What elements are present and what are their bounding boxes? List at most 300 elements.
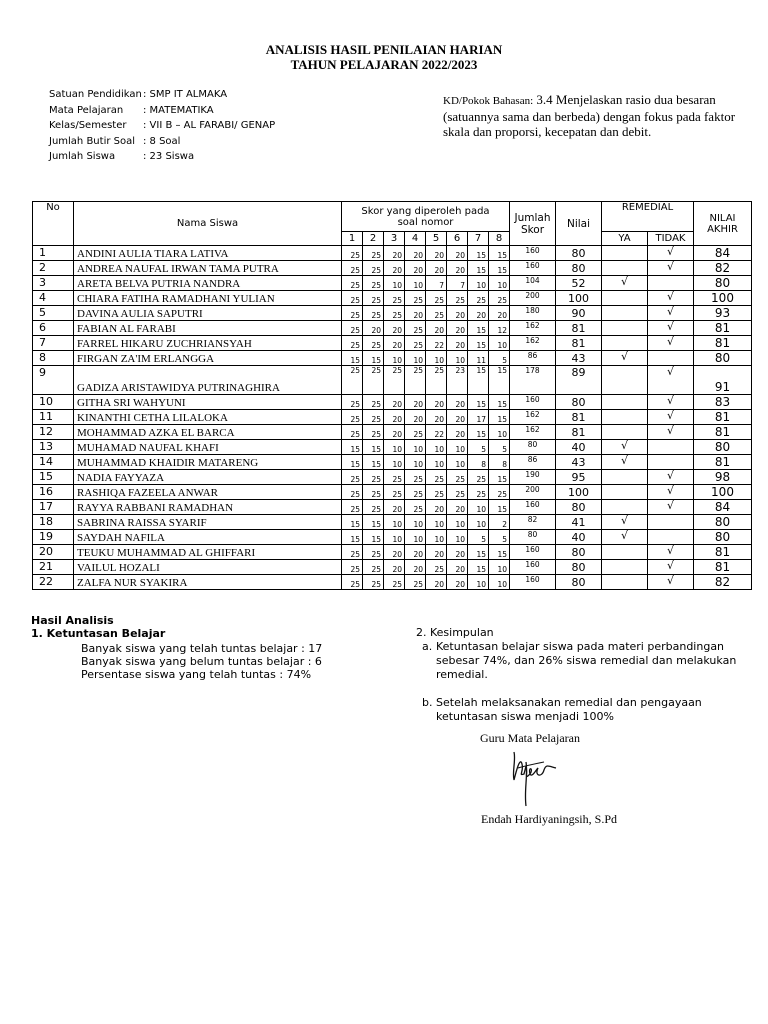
report-year: TAHUN PELAJARAN 2022/2023 (290, 57, 478, 72)
student-name: ANDINI AULIA TIARA LATIVA (74, 246, 342, 261)
total-score: 86 (510, 351, 556, 366)
total-score: 104 (510, 276, 556, 291)
score-cell: 10 (405, 455, 426, 470)
nilai-akhir-cell: 81 (694, 336, 752, 351)
total-score: 160 (510, 545, 556, 560)
nilai-akhir-cell: 93 (694, 306, 752, 321)
score-cell: 10 (426, 455, 447, 470)
score-cell: 10 (468, 276, 489, 291)
total-score: 160 (510, 246, 556, 261)
score-cell: 20 (405, 246, 426, 261)
score-cell: 15 (468, 560, 489, 575)
nilai-cell: 89 (556, 366, 602, 395)
score-cell: 25 (342, 366, 363, 395)
total-score: 82 (510, 515, 556, 530)
nilai-cell: 80 (556, 261, 602, 276)
remedial-tidak-cell (648, 485, 694, 500)
score-cell: 25 (426, 470, 447, 485)
conclusion-heading: 2. Kesimpulan (416, 626, 494, 639)
score-cell: 10 (384, 455, 405, 470)
table-row (33, 261, 752, 276)
remedial-tidak-cell (648, 410, 694, 425)
total-score: 86 (510, 455, 556, 470)
info-value: : 8 Soal (143, 135, 181, 147)
score-cell: 25 (384, 291, 405, 306)
score-cell: 20 (384, 560, 405, 575)
nilai-akhir-cell: 84 (694, 500, 752, 515)
nilai-cell: 80 (556, 395, 602, 410)
remedial-ya-cell (602, 455, 648, 470)
check-mark-icon: √ (666, 320, 674, 333)
soal-number: 3 (384, 232, 405, 246)
nilai-cell: 43 (556, 351, 602, 366)
score-cell: 10 (447, 440, 468, 455)
total-score: 178 (510, 366, 556, 395)
score-cell: 10 (426, 351, 447, 366)
student-no: 11 (33, 410, 74, 425)
remedial-tidak-cell (648, 246, 694, 261)
table-row (33, 351, 752, 366)
total-score: 80 (510, 440, 556, 455)
score-cell: 20 (468, 306, 489, 321)
score-cell: 25 (363, 306, 384, 321)
student-no: 18 (33, 515, 74, 530)
remedial-ya-cell (602, 575, 648, 590)
score-cell: 12 (489, 321, 510, 336)
score-cell: 20 (447, 321, 468, 336)
table-row (33, 500, 752, 515)
nilai-cell: 43 (556, 455, 602, 470)
score-cell: 25 (405, 366, 426, 395)
score-cell: 25 (447, 291, 468, 306)
table-row (33, 410, 752, 425)
score-cell: 10 (384, 351, 405, 366)
score-cell: 25 (342, 485, 363, 500)
score-cell: 20 (447, 261, 468, 276)
score-cell: 15 (489, 246, 510, 261)
score-cell: 20 (384, 261, 405, 276)
remedial-tidak-cell (648, 455, 694, 470)
info-row (49, 87, 275, 103)
score-cell: 8 (468, 455, 489, 470)
score-cell: 10 (405, 440, 426, 455)
score-cell: 15 (363, 440, 384, 455)
conclusion-item-a: a. Ketuntasan belajar siswa pada materi perbandingan sebesar 74%, dan 26% siswa remedial dan melakukan remedial. (422, 640, 737, 681)
score-cell: 10 (468, 515, 489, 530)
check-mark-icon: √ (620, 350, 628, 363)
remedial-ya-cell (602, 246, 648, 261)
analysis-heading: Hasil Analisis (31, 614, 114, 627)
score-cell: 25 (342, 500, 363, 515)
remedial-tidak-cell (648, 575, 694, 590)
student-name: SABRINA RAISSA SYARIF (74, 515, 342, 530)
info-value: : VII B – AL FARABI/ GENAP (143, 120, 276, 131)
info-value: : SMP IT ALMAKA (143, 89, 228, 100)
check-mark-icon: √ (666, 245, 674, 258)
remedial-ya-cell (602, 500, 648, 515)
score-cell: 10 (447, 351, 468, 366)
table-row (33, 455, 752, 470)
score-cell: 25 (405, 470, 426, 485)
score-cell: 25 (342, 545, 363, 560)
student-no: 3 (33, 276, 74, 291)
score-cell: 15 (489, 261, 510, 276)
analysis-item: Banyak siswa yang telah tuntas belajar : 17 (81, 642, 323, 655)
student-name: ANDREA NAUFAL IRWAN TAMA PUTRA (74, 261, 342, 276)
score-cell: 10 (384, 276, 405, 291)
check-mark-icon: √ (666, 409, 674, 422)
score-cell: 20 (405, 560, 426, 575)
score-cell: 20 (384, 336, 405, 351)
total-score: 160 (510, 575, 556, 590)
score-cell: 5 (468, 530, 489, 545)
score-cell: 25 (363, 425, 384, 440)
table-row (33, 440, 752, 455)
score-cell: 20 (447, 336, 468, 351)
nilai-cell: 95 (556, 470, 602, 485)
check-mark-icon: √ (666, 544, 674, 557)
remedial-tidak-cell (648, 425, 694, 440)
score-cell: 10 (384, 515, 405, 530)
total-score: 162 (510, 336, 556, 351)
table-row (33, 425, 752, 440)
score-cell: 20 (447, 560, 468, 575)
score-cell: 20 (384, 410, 405, 425)
student-name: RAYYA RABBANI RAMADHAN (74, 500, 342, 515)
nilai-cell: 52 (556, 276, 602, 291)
score-cell: 15 (489, 470, 510, 485)
score-cell: 15 (489, 395, 510, 410)
student-no: 20 (33, 545, 74, 560)
remedial-tidak-cell (648, 530, 694, 545)
analysis-item: Persentase siswa yang telah tuntas : 74% (81, 668, 312, 681)
score-cell: 20 (426, 575, 447, 590)
remedial-tidak-cell (648, 321, 694, 336)
total-score: 180 (510, 306, 556, 321)
check-mark-icon: √ (666, 305, 674, 318)
student-no: 21 (33, 560, 74, 575)
remedial-ya-cell (602, 530, 648, 545)
student-name: FIRGAN ZA'IM ERLANGGA (74, 351, 342, 366)
nilai-cell: 41 (556, 515, 602, 530)
score-cell: 15 (363, 530, 384, 545)
score-cell: 25 (384, 366, 405, 395)
nilai-akhir-cell: 80 (694, 351, 752, 366)
score-cell: 20 (405, 545, 426, 560)
info-row (49, 118, 275, 134)
nilai-cell: 81 (556, 321, 602, 336)
student-name: KINANTHI CETHA LILALOKA (74, 410, 342, 425)
remedial-ya-cell (602, 515, 648, 530)
score-cell: 10 (468, 575, 489, 590)
score-cell: 20 (384, 425, 405, 440)
total-score: 200 (510, 485, 556, 500)
score-cell: 15 (489, 410, 510, 425)
student-name: MUHAMAD NAUFAL KHAFI (74, 440, 342, 455)
total-score: 80 (510, 530, 556, 545)
col-no: No (33, 202, 74, 246)
col-nilai: Nilai (556, 202, 602, 246)
check-mark-icon: √ (666, 290, 674, 303)
score-cell: 20 (447, 500, 468, 515)
score-cell: 25 (426, 366, 447, 395)
kd-text: 3.4 Menjelaskan rasio dua besaran (satuannya sama dan berbeda) dengan fokus pada faktor skala dan proporsi, kecepatan dan debit. (443, 92, 736, 139)
check-mark-icon: √ (666, 365, 674, 378)
score-cell: 2 (489, 515, 510, 530)
score-cell: 20 (405, 395, 426, 410)
analysis-section (31, 614, 322, 681)
score-cell: 25 (468, 470, 489, 485)
score-cell: 20 (447, 575, 468, 590)
remedial-ya-cell (602, 276, 648, 291)
nilai-akhir-cell: 81 (694, 410, 752, 425)
check-mark-icon: √ (666, 469, 674, 482)
score-cell: 15 (468, 246, 489, 261)
score-table (32, 201, 752, 590)
score-cell: 20 (489, 306, 510, 321)
nilai-akhir-cell: 80 (694, 515, 752, 530)
student-no: 22 (33, 575, 74, 590)
nilai-cell: 81 (556, 336, 602, 351)
nilai-akhir-cell: 81 (694, 455, 752, 470)
score-cell: 25 (405, 485, 426, 500)
teacher-name: Endah Hardiyaningsih, S.Pd (481, 812, 617, 826)
check-mark-icon: √ (666, 574, 674, 587)
score-cell: 15 (468, 545, 489, 560)
col-skor: Skor yang diperoleh pada soal nomor (342, 202, 510, 232)
score-cell: 25 (405, 336, 426, 351)
remedial-ya-cell (602, 366, 648, 395)
student-name: FABIAN AL FARABI (74, 321, 342, 336)
kd-section (443, 92, 743, 139)
remedial-ya-cell (602, 470, 648, 485)
nilai-cell: 80 (556, 560, 602, 575)
analysis-item: Banyak siswa yang belum tuntas belajar : 6 (81, 655, 322, 668)
remedial-ya-cell (602, 336, 648, 351)
score-cell: 25 (342, 276, 363, 291)
student-no: 14 (33, 455, 74, 470)
nilai-cell: 80 (556, 545, 602, 560)
remedial-ya-cell (602, 410, 648, 425)
remedial-tidak-cell (648, 351, 694, 366)
table-row (33, 560, 752, 575)
score-cell: 20 (384, 545, 405, 560)
score-cell: 10 (489, 560, 510, 575)
score-cell: 20 (405, 410, 426, 425)
score-cell: 25 (342, 336, 363, 351)
remedial-ya-cell (602, 321, 648, 336)
score-cell: 10 (405, 530, 426, 545)
remedial-tidak-cell (648, 336, 694, 351)
score-cell: 25 (363, 470, 384, 485)
col-nilai-akhir: NILAI AKHIR (694, 202, 752, 246)
score-cell: 25 (342, 395, 363, 410)
score-cell: 15 (468, 336, 489, 351)
remedial-tidak-cell (648, 515, 694, 530)
score-cell: 7 (447, 276, 468, 291)
remedial-tidak-cell (648, 261, 694, 276)
total-score: 160 (510, 395, 556, 410)
score-cell: 10 (489, 336, 510, 351)
school-info (49, 87, 275, 165)
score-cell: 25 (363, 545, 384, 560)
remedial-ya-cell (602, 545, 648, 560)
remedial-tidak-cell (648, 306, 694, 321)
student-name: RASHIQA FAZEELA ANWAR (74, 485, 342, 500)
student-no: 13 (33, 440, 74, 455)
remedial-ya-cell (602, 440, 648, 455)
score-cell: 15 (342, 515, 363, 530)
score-cell: 20 (426, 321, 447, 336)
score-cell: 25 (363, 500, 384, 515)
total-score: 200 (510, 291, 556, 306)
info-label: Kelas/Semester (49, 120, 127, 131)
score-cell: 20 (384, 500, 405, 515)
table-row (33, 485, 752, 500)
check-mark-icon: √ (666, 260, 674, 273)
check-mark-icon: √ (620, 529, 628, 542)
nilai-cell: 81 (556, 410, 602, 425)
nilai-akhir-cell: 100 (694, 291, 752, 306)
info-row (49, 149, 275, 165)
score-cell: 15 (489, 366, 510, 395)
check-mark-icon: √ (666, 335, 674, 348)
col-nama: Nama Siswa (74, 202, 342, 246)
score-cell: 25 (342, 560, 363, 575)
score-cell: 10 (384, 440, 405, 455)
nilai-akhir-cell: 80 (694, 530, 752, 545)
score-cell: 20 (447, 410, 468, 425)
student-name: NADIA FAYYAZA (74, 470, 342, 485)
score-cell: 25 (405, 575, 426, 590)
table-row (33, 246, 752, 261)
score-cell: 10 (405, 351, 426, 366)
score-cell: 20 (405, 261, 426, 276)
student-name: ZALFA NUR SYAKIRA (74, 575, 342, 590)
score-cell: 25 (405, 291, 426, 306)
teacher-role: Guru Mata Pelajaran (480, 731, 580, 745)
student-name: SAYDAH NAFILA (74, 530, 342, 545)
score-cell: 25 (447, 485, 468, 500)
score-cell: 15 (342, 530, 363, 545)
remedial-ya-cell (602, 395, 648, 410)
score-cell: 15 (489, 545, 510, 560)
score-cell: 11 (468, 351, 489, 366)
score-cell: 25 (342, 246, 363, 261)
score-cell: 20 (426, 246, 447, 261)
score-cell: 5 (489, 351, 510, 366)
remedial-tidak-cell (648, 545, 694, 560)
score-cell: 25 (426, 306, 447, 321)
table-row (33, 395, 752, 410)
score-cell: 5 (489, 440, 510, 455)
score-cell: 25 (363, 246, 384, 261)
table-row (33, 366, 752, 395)
nilai-akhir-cell: 81 (694, 545, 752, 560)
info-label: Jumlah Siswa (49, 151, 116, 162)
score-cell: 25 (363, 575, 384, 590)
score-cell: 25 (468, 485, 489, 500)
soal-number: 8 (489, 232, 510, 246)
score-cell: 10 (426, 515, 447, 530)
score-cell: 10 (489, 425, 510, 440)
col-jumlah: Jumlah Skor (510, 202, 556, 246)
score-cell: 10 (489, 575, 510, 590)
score-cell: 8 (489, 455, 510, 470)
check-mark-icon: √ (666, 484, 674, 497)
score-cell: 25 (384, 470, 405, 485)
remedial-ya-cell (602, 261, 648, 276)
score-cell: 25 (342, 410, 363, 425)
score-cell: 15 (363, 455, 384, 470)
score-cell: 25 (342, 425, 363, 440)
score-cell: 20 (426, 395, 447, 410)
table-row (33, 470, 752, 485)
score-cell: 15 (468, 425, 489, 440)
remedial-ya-cell (602, 425, 648, 440)
remedial-ya-cell (602, 485, 648, 500)
nilai-cell: 80 (556, 246, 602, 261)
score-cell: 7 (426, 276, 447, 291)
total-score: 160 (510, 261, 556, 276)
remedial-tidak-cell (648, 500, 694, 515)
score-cell: 20 (384, 395, 405, 410)
total-score: 190 (510, 470, 556, 485)
score-cell: 15 (468, 261, 489, 276)
score-cell: 20 (447, 545, 468, 560)
nilai-akhir-cell: 82 (694, 575, 752, 590)
score-cell: 25 (363, 291, 384, 306)
score-cell: 10 (489, 276, 510, 291)
soal-number: 4 (405, 232, 426, 246)
info-value: : 23 Siswa (143, 151, 195, 162)
check-mark-icon: √ (620, 275, 628, 288)
nilai-akhir-cell: 84 (694, 246, 752, 261)
score-cell: 25 (342, 470, 363, 485)
remedial-ya-cell (602, 306, 648, 321)
nilai-akhir-cell: 80 (694, 276, 752, 291)
nilai-akhir-cell: 100 (694, 485, 752, 500)
student-no: 1 (33, 246, 74, 261)
check-mark-icon: √ (666, 394, 674, 407)
score-cell: 5 (489, 530, 510, 545)
total-score: 160 (510, 560, 556, 575)
score-cell: 15 (342, 440, 363, 455)
score-cell: 25 (363, 261, 384, 276)
table-row (33, 336, 752, 351)
student-name: MOHAMMAD AZKA EL BARCA (74, 425, 342, 440)
table-row (33, 276, 752, 291)
soal-number: 2 (363, 232, 384, 246)
score-cell: 10 (447, 455, 468, 470)
nilai-akhir-cell: 80 (694, 440, 752, 455)
score-cell: 25 (363, 560, 384, 575)
info-row (49, 103, 275, 119)
info-label: Mata Pelajaran (49, 104, 124, 116)
total-score: 160 (510, 500, 556, 515)
total-score: 162 (510, 425, 556, 440)
student-name: GITHA SRI WAHYUNI (74, 395, 342, 410)
check-mark-icon: √ (620, 454, 628, 467)
score-cell: 20 (426, 410, 447, 425)
remedial-ya-cell (602, 351, 648, 366)
student-no: 19 (33, 530, 74, 545)
table-row (33, 291, 752, 306)
score-cell: 20 (405, 306, 426, 321)
nilai-cell: 90 (556, 306, 602, 321)
score-cell: 20 (384, 246, 405, 261)
student-no: 8 (33, 351, 74, 366)
